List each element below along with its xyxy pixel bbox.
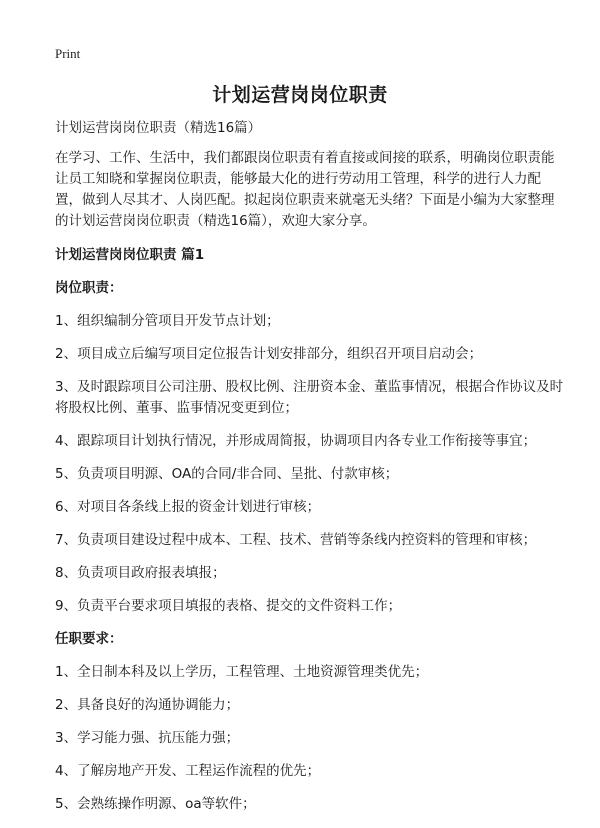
duty-item: 9、负责平台要求项目填报的表格、提交的文件资料工作； bbox=[55, 598, 402, 614]
duty-item: 1、组织编制分管项目开发节点计划； bbox=[55, 313, 280, 329]
requirements-heading: 任职要求： bbox=[55, 631, 123, 647]
duty-item: 4、跟踪项目计划执行情况，并形成周简报，协调项目内各专业工作衔接等事宜； bbox=[55, 433, 537, 449]
requirement-item: 1、全日制本科及以上学历，工程管理、土地资源管理类优先； bbox=[55, 664, 429, 680]
duty-item: 8、负责项目政府报表填报； bbox=[55, 565, 226, 581]
intro-paragraph: 在学习、工作、生活中，我们都跟岗位职责有着直接或间接的联系，明确岗位职责能让员工知晓和掌握岗位职责，能够最大化的进行劳动用工管理，科学的进行人力配置，做到人尽其才、人岗匹配。拟起岗位职责来就毫无头绪？下面是小编为大家整理的计划运营岗岗位职责（精选16篇），欢迎大家分享。 bbox=[55, 150, 555, 229]
duty-item: 6、对项目各条线上报的资金计划进行审核； bbox=[55, 499, 321, 515]
duty-item: 5、负责项目明源、OA的合同/非合同、呈批、付款审核； bbox=[55, 466, 399, 482]
requirement-item: 3、学习能力强、抗压能力强； bbox=[55, 730, 240, 746]
requirement-item: 4、了解房地产开发、工程运作流程的优先； bbox=[55, 763, 321, 779]
duty-item: 7、负责项目建设过程中成本、工程、技术、营销等条线内控资料的管理和审核； bbox=[55, 532, 537, 548]
chapter-heading: 计划运营岗岗位职责 篇1 bbox=[55, 247, 205, 263]
requirement-item: 2、具备良好的沟通协调能力； bbox=[55, 697, 240, 713]
print-label[interactable]: Print bbox=[55, 46, 81, 61]
duties-list bbox=[55, 311, 565, 617]
document-subtitle: 计划运营岗岗位职责（精选16篇） bbox=[55, 120, 262, 136]
document-body bbox=[55, 118, 565, 827]
duty-item: 3、及时跟踪项目公司注册、股权比例、注册资本金、董监事情况，根据合作协议及时将股权比例、董事、监事情况变更到位； bbox=[55, 379, 564, 416]
requirements-list bbox=[55, 662, 565, 815]
requirement-item: 5、会熟练操作明源、oa等软件； bbox=[55, 796, 256, 812]
duties-heading: 岗位职责： bbox=[55, 280, 123, 296]
document-title: 计划运营岗岗位职责 bbox=[212, 84, 388, 106]
duty-item: 2、项目成立后编写项目定位报告计划安排部分，组织召开项目启动会； bbox=[55, 346, 483, 362]
